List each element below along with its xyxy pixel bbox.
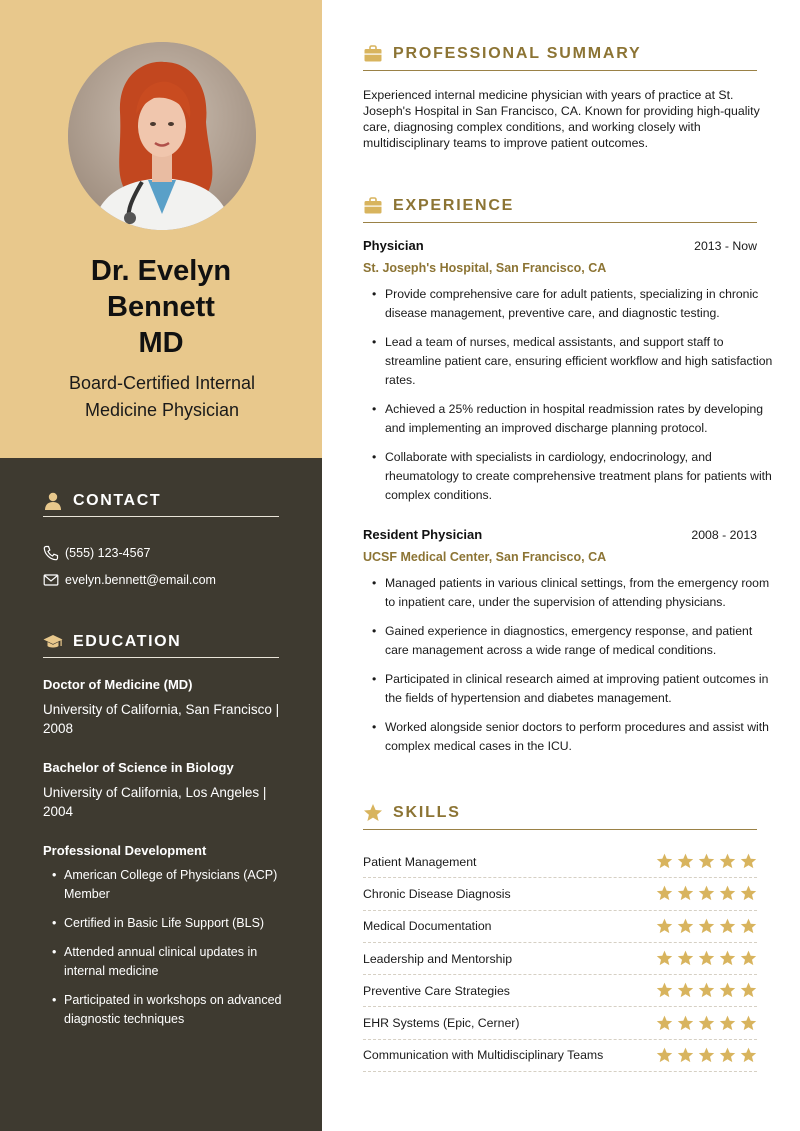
job-header: [363, 527, 757, 542]
star-icon: [740, 853, 757, 870]
star-icon: [656, 1015, 673, 1032]
star-icon: [719, 1015, 736, 1032]
star-icon: [740, 1015, 757, 1032]
experience-heading-text: EXPERIENCE: [393, 197, 515, 214]
professional-development: [43, 842, 283, 860]
education-entry: [43, 759, 283, 821]
contact-heading: [43, 486, 279, 517]
star-icon: [719, 918, 736, 935]
education-heading-text: EDUCATION: [73, 633, 182, 650]
star-icon: [656, 853, 673, 870]
skill-name: Leadership and Mentorship: [363, 951, 513, 966]
star-icon: [719, 950, 736, 967]
pd-title: Professional Development: [43, 843, 207, 858]
contact-heading-text: CONTACT: [73, 492, 162, 509]
job-bullets: [363, 574, 773, 766]
star-icon: [656, 918, 673, 935]
job-header: [363, 238, 757, 253]
star-icon: [719, 1047, 736, 1064]
star-icon: [740, 1047, 757, 1064]
briefcase-icon: [363, 196, 383, 216]
sidebar: [0, 0, 322, 1131]
star-icon: [740, 918, 757, 935]
star-icon: [677, 885, 694, 902]
skills-list: [363, 846, 757, 1072]
profile-photo: [68, 42, 256, 230]
list-item: • Gained experience in diagnostics, emergency response, and patient care management across a wide range of medical conditions.: [363, 622, 773, 660]
skill-rating: [656, 982, 757, 999]
skill-name: Chronic Disease Diagnosis: [363, 886, 511, 901]
star-icon: [698, 950, 715, 967]
list-item: • Achieved a 25% reduction in hospital readmission rates by developing and implementing an improved discharge planning protocol.: [363, 400, 773, 438]
list-item: • Provide comprehensive care for adult patients, specializing in chronic disease management, preventive care, and diagnostic testing.: [363, 285, 773, 323]
phone-text[interactable]: (555) 123-4567: [65, 546, 151, 560]
star-icon: [698, 982, 715, 999]
skills-heading-text: SKILLS: [393, 804, 461, 821]
skills-heading: [363, 797, 757, 830]
phone-icon: [43, 545, 59, 561]
star-icon: [740, 950, 757, 967]
skill-rating: [656, 950, 757, 967]
star-icon: [698, 918, 715, 935]
skill-name: EHR Systems (Epic, Cerner): [363, 1016, 520, 1031]
star-icon: [719, 982, 736, 999]
star-icon: [677, 918, 694, 935]
skill-row: [363, 846, 757, 878]
star-icon: [677, 1015, 694, 1032]
star-icon: [677, 1047, 694, 1064]
star-icon: [677, 853, 694, 870]
star-icon: [656, 950, 673, 967]
job-dates: 2008 - 2013: [691, 528, 757, 542]
degree-detail: University of California, Los Angeles | 2004: [43, 785, 267, 819]
job-title: Physician: [363, 238, 424, 253]
list-item: • Attended annual clinical updates in internal medicine: [43, 943, 288, 981]
job-subtitle: Board-Certified Internal Medicine Physician: [68, 373, 256, 420]
degree-title: Doctor of Medicine (MD): [43, 677, 193, 692]
skill-row: [363, 878, 757, 910]
person-icon: [43, 491, 63, 511]
name-line-2: Bennett: [107, 291, 215, 323]
skill-name: Preventive Care Strategies: [363, 983, 510, 998]
email-text[interactable]: evelyn.bennett@email.com: [65, 573, 216, 587]
job-organization: UCSF Medical Center, San Francisco, CA: [363, 550, 607, 564]
job-bullets: [363, 285, 773, 515]
experience-heading: [363, 190, 757, 223]
job-dates: 2013 - Now: [694, 239, 757, 253]
star-icon: [677, 982, 694, 999]
education-heading: [43, 627, 279, 658]
contact-phone: [43, 545, 150, 561]
star-icon: [740, 982, 757, 999]
skill-name: Patient Management: [363, 854, 477, 869]
envelope-icon: [43, 572, 59, 588]
skill-rating: [656, 853, 757, 870]
skill-rating: [656, 918, 757, 935]
star-icon: [656, 982, 673, 999]
star-icon: [698, 1015, 715, 1032]
skill-name: Medical Documentation: [363, 919, 492, 934]
list-item: • American College of Physicians (ACP) Member: [43, 866, 288, 904]
skill-rating: [656, 885, 757, 902]
graduation-cap-icon: [43, 632, 63, 652]
list-item: • Certified in Basic Life Support (BLS): [43, 914, 288, 933]
skill-rating: [656, 1047, 757, 1064]
briefcase-icon: [363, 44, 383, 64]
name-line-3: MD: [138, 327, 184, 359]
star-icon: [719, 853, 736, 870]
list-item: • Worked alongside senior doctors to perform procedures and assist with complex medical cases in the ICU.: [363, 718, 773, 756]
star-icon: [698, 1047, 715, 1064]
name-line-1: Dr. Evelyn: [90, 255, 232, 287]
skill-row: [363, 911, 757, 943]
degree-detail: University of California, San Francisco | 2008: [43, 702, 280, 736]
skill-rating: [656, 1015, 757, 1032]
contact-email: [43, 572, 216, 588]
star-icon: [363, 803, 383, 823]
summary-heading: [363, 38, 757, 71]
star-icon: [698, 885, 715, 902]
star-icon: [677, 950, 694, 967]
list-item: • Managed patients in various clinical settings, from the emergency room to inpatient care, under the supervision of attending physicians.: [363, 574, 773, 612]
education-entry: [43, 676, 283, 738]
summary-heading-text: PROFESSIONAL SUMMARY: [393, 45, 642, 62]
skill-row: [363, 1040, 757, 1072]
skill-row: [363, 1007, 757, 1039]
doctor-name: [0, 253, 322, 361]
job-title: Resident Physician: [363, 527, 483, 542]
job-organization: St. Joseph's Hospital, San Francisco, CA: [363, 261, 607, 275]
list-item: • Participated in workshops on advanced diagnostic techniques: [43, 991, 288, 1029]
skill-row: [363, 975, 757, 1007]
pd-list: [43, 866, 288, 1039]
skill-name: Communication with Multidisciplinary Teams: [363, 1048, 604, 1063]
star-icon: [719, 885, 736, 902]
star-icon: [698, 853, 715, 870]
star-icon: [740, 885, 757, 902]
degree-title: Bachelor of Science in Biology: [43, 760, 234, 775]
list-item: • Lead a team of nurses, medical assistants, and support staff to streamline patient care, ensuring efficient workflow and high satisfaction rates.: [363, 333, 773, 390]
list-item: • Collaborate with specialists in cardiology, endocrinology, and rheumatology to create comprehensive treatment plans for patients with complex conditions.: [363, 448, 773, 505]
star-icon: [656, 885, 673, 902]
summary-text: Experienced internal medicine physician with years of practice at St. Joseph's Hospital in San Francisco, CA. Known for providing high-quality care, diagnosing complex conditions, and working closely with multidisciplinary teams to improve patient outcomes.: [363, 88, 760, 150]
skill-row: [363, 943, 757, 975]
list-item: • Participated in clinical research aimed at improving patient outcomes in the fields of hypertension and diabetes management.: [363, 670, 773, 708]
star-icon: [656, 1047, 673, 1064]
